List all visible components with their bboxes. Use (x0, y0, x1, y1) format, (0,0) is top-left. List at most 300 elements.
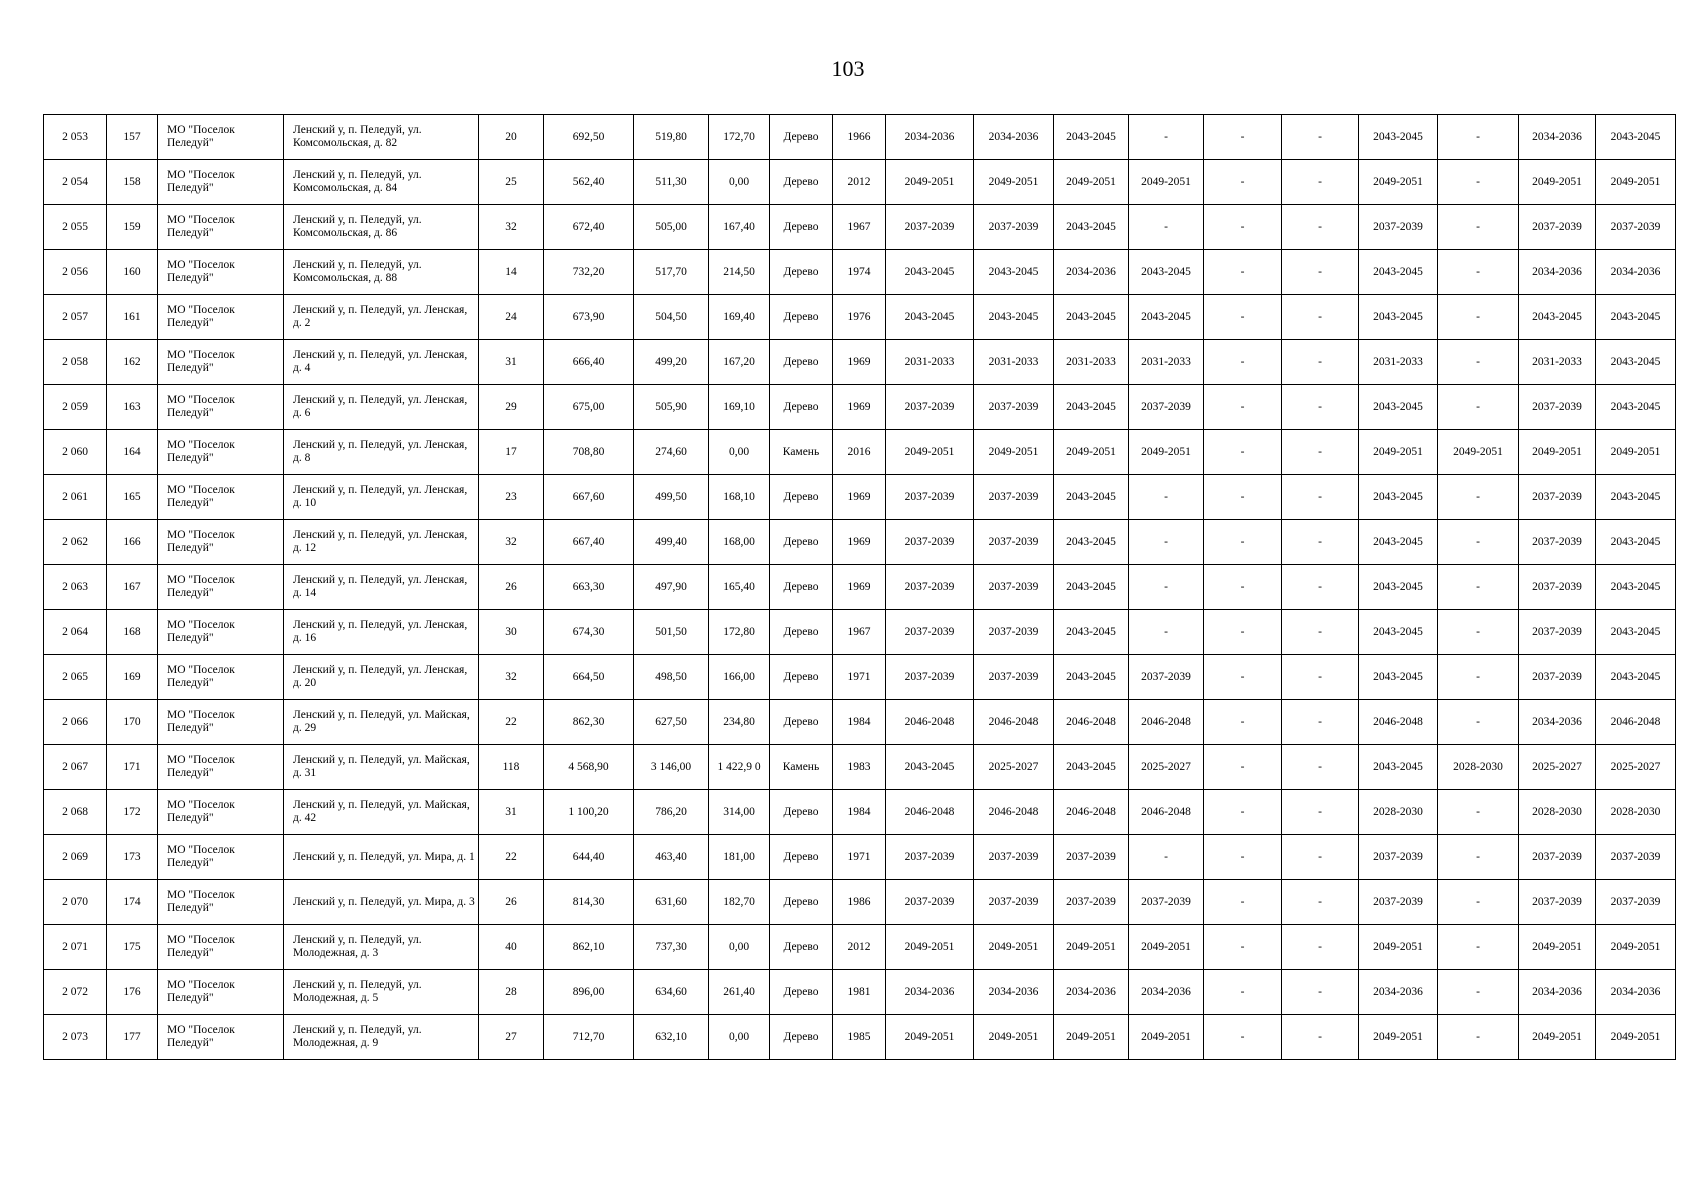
area-extra-cell: 1 422,9 0 (709, 745, 770, 790)
page-number: 103 (831, 56, 865, 81)
period-cell: - (1282, 745, 1359, 790)
total-area-cell: 672,40 (544, 205, 634, 250)
area-cell: 497,90 (634, 565, 709, 610)
index-cell: 165 (107, 475, 158, 520)
period-cell: - (1204, 700, 1282, 745)
period-cell: 2037-2039 (1519, 520, 1596, 565)
area-cell: 737,30 (634, 925, 709, 970)
period-cell: 2034-2036 (974, 115, 1054, 160)
wall-material-cell: Дерево (770, 970, 833, 1015)
period-cell: 2046-2048 (974, 700, 1054, 745)
period-cell: 2049-2051 (1519, 430, 1596, 475)
period-cell: - (1204, 520, 1282, 565)
period-cell: 2043-2045 (1519, 295, 1596, 340)
area-extra-cell: 261,40 (709, 970, 770, 1015)
period-cell: 2034-2036 (1359, 970, 1438, 1015)
year-built-cell: 1969 (833, 475, 886, 520)
table-row (44, 340, 1676, 385)
table-row (44, 790, 1676, 835)
period-cell: 2037-2039 (886, 385, 974, 430)
table-row (44, 925, 1676, 970)
period-cell: 2049-2051 (974, 430, 1054, 475)
period-cell: 2049-2051 (1359, 1015, 1438, 1060)
record-number-cell: 2 055 (44, 205, 107, 250)
period-cell: 2049-2051 (1054, 430, 1129, 475)
address-cell: Ленский у, п. Пеледуй, ул. Мира, д. 3 (284, 880, 479, 925)
address-cell: Ленский у, п. Пеледуй, ул. Майская, д. 42 (284, 790, 479, 835)
area-extra-cell: 0,00 (709, 160, 770, 205)
period-cell: 2037-2039 (974, 385, 1054, 430)
period-cell: 2049-2051 (974, 1015, 1054, 1060)
period-cell: - (1438, 160, 1519, 205)
wall-material-cell: Дерево (770, 925, 833, 970)
period-cell: 2037-2039 (1519, 610, 1596, 655)
area-cell: 499,20 (634, 340, 709, 385)
period-cell: - (1204, 745, 1282, 790)
period-cell: 2028-2030 (1519, 790, 1596, 835)
period-cell: 2043-2045 (1054, 520, 1129, 565)
year-built-cell: 1974 (833, 250, 886, 295)
period-cell: 2025-2027 (1129, 745, 1204, 790)
record-number-cell: 2 067 (44, 745, 107, 790)
period-cell: 2031-2033 (1129, 340, 1204, 385)
index-cell: 176 (107, 970, 158, 1015)
index-cell: 160 (107, 250, 158, 295)
wall-material-cell: Дерево (770, 385, 833, 430)
area-cell: 634,60 (634, 970, 709, 1015)
count-cell: 14 (479, 250, 544, 295)
record-number-cell: 2 062 (44, 520, 107, 565)
table-row (44, 700, 1676, 745)
period-cell: - (1438, 925, 1519, 970)
period-cell: 2049-2051 (1054, 925, 1129, 970)
table-row (44, 655, 1676, 700)
wall-material-cell: Дерево (770, 655, 833, 700)
index-cell: 163 (107, 385, 158, 430)
index-cell: 166 (107, 520, 158, 565)
period-cell: - (1282, 385, 1359, 430)
period-cell: - (1204, 250, 1282, 295)
total-area-cell: 1 100,20 (544, 790, 634, 835)
period-cell: - (1129, 565, 1204, 610)
record-number-cell: 2 072 (44, 970, 107, 1015)
area-cell: 499,50 (634, 475, 709, 520)
period-cell: - (1438, 565, 1519, 610)
period-cell: - (1282, 520, 1359, 565)
period-cell: 2049-2051 (1596, 160, 1676, 205)
period-cell: 2037-2039 (1519, 565, 1596, 610)
year-built-cell: 1983 (833, 745, 886, 790)
table-row (44, 385, 1676, 430)
period-cell: - (1204, 610, 1282, 655)
period-cell: - (1204, 835, 1282, 880)
period-cell: 2043-2045 (974, 295, 1054, 340)
record-number-cell: 2 056 (44, 250, 107, 295)
period-cell: 2049-2051 (1129, 160, 1204, 205)
index-cell: 173 (107, 835, 158, 880)
area-cell: 505,00 (634, 205, 709, 250)
wall-material-cell: Дерево (770, 160, 833, 205)
area-cell: 631,60 (634, 880, 709, 925)
period-cell: 2043-2045 (1359, 520, 1438, 565)
area-extra-cell: 172,70 (709, 115, 770, 160)
period-cell: - (1438, 520, 1519, 565)
total-area-cell: 712,70 (544, 1015, 634, 1060)
index-cell: 157 (107, 115, 158, 160)
period-cell: 2025-2027 (974, 745, 1054, 790)
period-cell: 2049-2051 (886, 1015, 974, 1060)
period-cell: 2031-2033 (1359, 340, 1438, 385)
municipality-cell: МО "Поселок Пеледуй" (158, 610, 284, 655)
period-cell: 2043-2045 (1359, 565, 1438, 610)
period-cell: 2043-2045 (974, 250, 1054, 295)
period-cell: - (1129, 205, 1204, 250)
record-number-cell: 2 064 (44, 610, 107, 655)
total-area-cell: 562,40 (544, 160, 634, 205)
year-built-cell: 1986 (833, 880, 886, 925)
period-cell: - (1282, 430, 1359, 475)
period-cell: - (1204, 340, 1282, 385)
area-extra-cell: 182,70 (709, 880, 770, 925)
wall-material-cell: Дерево (770, 520, 833, 565)
year-built-cell: 1971 (833, 835, 886, 880)
period-cell: 2037-2039 (1359, 835, 1438, 880)
period-cell: 2049-2051 (1596, 925, 1676, 970)
total-area-cell: 664,50 (544, 655, 634, 700)
period-cell: - (1282, 1015, 1359, 1060)
period-cell: 2049-2051 (1519, 160, 1596, 205)
period-cell: 2037-2039 (1519, 835, 1596, 880)
total-area-cell: 4 568,90 (544, 745, 634, 790)
period-cell: - (1438, 115, 1519, 160)
area-cell: 463,40 (634, 835, 709, 880)
address-cell: Ленский у, п. Пеледуй, ул. Ленская, д. 6 (284, 385, 479, 430)
period-cell: 2037-2039 (1519, 655, 1596, 700)
area-cell: 519,80 (634, 115, 709, 160)
address-cell: Ленский у, п. Пеледуй, ул. Молодежная, д. 3 (284, 925, 479, 970)
period-cell: 2037-2039 (974, 835, 1054, 880)
period-cell: 2031-2033 (886, 340, 974, 385)
period-cell: 2034-2036 (886, 970, 974, 1015)
period-cell: 2043-2045 (1359, 655, 1438, 700)
record-number-cell: 2 069 (44, 835, 107, 880)
period-cell: 2034-2036 (1519, 700, 1596, 745)
period-cell: 2043-2045 (886, 250, 974, 295)
count-cell: 31 (479, 340, 544, 385)
count-cell: 25 (479, 160, 544, 205)
period-cell: 2037-2039 (1054, 835, 1129, 880)
period-cell: 2043-2045 (1596, 385, 1676, 430)
period-cell: - (1438, 475, 1519, 520)
period-cell: 2037-2039 (1519, 475, 1596, 520)
index-cell: 175 (107, 925, 158, 970)
period-cell: 2037-2039 (886, 655, 974, 700)
address-cell: Ленский у, п. Пеледуй, ул. Комсомольская, д. 82 (284, 115, 479, 160)
period-cell: 2034-2036 (1519, 970, 1596, 1015)
record-number-cell: 2 073 (44, 1015, 107, 1060)
index-cell: 170 (107, 700, 158, 745)
municipality-cell: МО "Поселок Пеледуй" (158, 565, 284, 610)
area-extra-cell: 167,40 (709, 205, 770, 250)
area-cell: 517,70 (634, 250, 709, 295)
record-number-cell: 2 061 (44, 475, 107, 520)
period-cell: 2034-2036 (1596, 970, 1676, 1015)
period-cell: 2034-2036 (1054, 250, 1129, 295)
period-cell: 2037-2039 (974, 475, 1054, 520)
period-cell: 2043-2045 (1596, 295, 1676, 340)
count-cell: 29 (479, 385, 544, 430)
period-cell: 2049-2051 (1359, 430, 1438, 475)
period-cell: - (1282, 205, 1359, 250)
year-built-cell: 2012 (833, 925, 886, 970)
total-area-cell: 666,40 (544, 340, 634, 385)
table-row (44, 430, 1676, 475)
area-extra-cell: 172,80 (709, 610, 770, 655)
count-cell: 17 (479, 430, 544, 475)
period-cell: 2043-2045 (1054, 655, 1129, 700)
year-built-cell: 1969 (833, 385, 886, 430)
municipality-cell: МО "Поселок Пеледуй" (158, 790, 284, 835)
period-cell: 2037-2039 (886, 880, 974, 925)
period-cell: 2049-2051 (1359, 160, 1438, 205)
table-row (44, 745, 1676, 790)
period-cell: 2037-2039 (886, 475, 974, 520)
period-cell: 2043-2045 (886, 295, 974, 340)
period-cell: - (1282, 295, 1359, 340)
index-cell: 159 (107, 205, 158, 250)
address-cell: Ленский у, п. Пеледуй, ул. Молодежная, д. 9 (284, 1015, 479, 1060)
period-cell: - (1204, 430, 1282, 475)
period-cell: 2037-2039 (1054, 880, 1129, 925)
wall-material-cell: Дерево (770, 475, 833, 520)
count-cell: 26 (479, 880, 544, 925)
period-cell: 2043-2045 (1359, 385, 1438, 430)
total-area-cell: 896,00 (544, 970, 634, 1015)
period-cell: - (1438, 655, 1519, 700)
count-cell: 30 (479, 610, 544, 655)
area-extra-cell: 165,40 (709, 565, 770, 610)
count-cell: 22 (479, 835, 544, 880)
address-cell: Ленский у, п. Пеледуй, ул. Комсомольская, д. 84 (284, 160, 479, 205)
year-built-cell: 1984 (833, 790, 886, 835)
period-cell: 2043-2045 (1596, 520, 1676, 565)
municipality-cell: МО "Поселок Пеледуй" (158, 700, 284, 745)
address-cell: Ленский у, п. Пеледуй, ул. Ленская, д. 14 (284, 565, 479, 610)
wall-material-cell: Дерево (770, 250, 833, 295)
area-extra-cell: 169,40 (709, 295, 770, 340)
period-cell: 2043-2045 (1054, 610, 1129, 655)
municipality-cell: МО "Поселок Пеледуй" (158, 520, 284, 565)
period-cell: 2049-2051 (974, 160, 1054, 205)
period-cell: 2043-2045 (1359, 610, 1438, 655)
wall-material-cell: Камень (770, 430, 833, 475)
period-cell: 2025-2027 (1519, 745, 1596, 790)
area-extra-cell: 214,50 (709, 250, 770, 295)
period-cell: - (1204, 205, 1282, 250)
record-number-cell: 2 068 (44, 790, 107, 835)
area-cell: 627,50 (634, 700, 709, 745)
period-cell: 2034-2036 (1129, 970, 1204, 1015)
address-cell: Ленский у, п. Пеледуй, ул. Комсомольская, д. 88 (284, 250, 479, 295)
total-area-cell: 663,30 (544, 565, 634, 610)
period-cell: 2037-2039 (886, 205, 974, 250)
period-cell: 2043-2045 (1596, 340, 1676, 385)
period-cell: 2043-2045 (1359, 475, 1438, 520)
table-row (44, 295, 1676, 340)
period-cell: 2046-2048 (1129, 700, 1204, 745)
period-cell: 2046-2048 (1054, 790, 1129, 835)
area-extra-cell: 314,00 (709, 790, 770, 835)
year-built-cell: 1967 (833, 610, 886, 655)
period-cell: 2043-2045 (1054, 745, 1129, 790)
period-cell: 2037-2039 (886, 520, 974, 565)
area-extra-cell: 166,00 (709, 655, 770, 700)
period-cell: 2037-2039 (1519, 385, 1596, 430)
period-cell: 2049-2051 (1519, 925, 1596, 970)
period-cell: 2037-2039 (886, 610, 974, 655)
period-cell: 2043-2045 (886, 745, 974, 790)
wall-material-cell: Дерево (770, 295, 833, 340)
period-cell: 2037-2039 (886, 565, 974, 610)
count-cell: 24 (479, 295, 544, 340)
record-number-cell: 2 063 (44, 565, 107, 610)
period-cell: 2043-2045 (1359, 295, 1438, 340)
table-row (44, 565, 1676, 610)
period-cell: - (1204, 475, 1282, 520)
period-cell: 2028-2030 (1596, 790, 1676, 835)
municipality-cell: МО "Поселок Пеледуй" (158, 475, 284, 520)
address-cell: Ленский у, п. Пеледуй, ул. Ленская, д. 4 (284, 340, 479, 385)
table-row (44, 250, 1676, 295)
period-cell: 2034-2036 (886, 115, 974, 160)
period-cell: 2046-2048 (886, 790, 974, 835)
area-extra-cell: 169,10 (709, 385, 770, 430)
record-number-cell: 2 053 (44, 115, 107, 160)
period-cell: 2031-2033 (1519, 340, 1596, 385)
period-cell: 2028-2030 (1359, 790, 1438, 835)
area-cell: 499,40 (634, 520, 709, 565)
period-cell: - (1204, 385, 1282, 430)
index-cell: 169 (107, 655, 158, 700)
address-cell: Ленский у, п. Пеледуй, ул. Майская, д. 29 (284, 700, 479, 745)
period-cell: 2043-2045 (1054, 295, 1129, 340)
period-cell: 2034-2036 (1519, 115, 1596, 160)
period-cell: - (1204, 880, 1282, 925)
period-cell: 2049-2051 (886, 925, 974, 970)
area-extra-cell: 181,00 (709, 835, 770, 880)
index-cell: 177 (107, 1015, 158, 1060)
period-cell: 2049-2051 (1519, 1015, 1596, 1060)
record-number-cell: 2 065 (44, 655, 107, 700)
period-cell: 2049-2051 (886, 430, 974, 475)
address-cell: Ленский у, п. Пеледуй, ул. Ленская, д. 16 (284, 610, 479, 655)
area-extra-cell: 167,20 (709, 340, 770, 385)
count-cell: 32 (479, 205, 544, 250)
address-cell: Ленский у, п. Пеледуй, ул. Майская, д. 31 (284, 745, 479, 790)
period-cell: - (1438, 205, 1519, 250)
index-cell: 167 (107, 565, 158, 610)
period-cell: 2034-2036 (1054, 970, 1129, 1015)
year-built-cell: 1969 (833, 520, 886, 565)
total-area-cell: 667,40 (544, 520, 634, 565)
municipality-cell: МО "Поселок Пеледуй" (158, 160, 284, 205)
table-row (44, 475, 1676, 520)
address-cell: Ленский у, п. Пеледуй, ул. Комсомольская, д. 86 (284, 205, 479, 250)
municipality-cell: МО "Поселок Пеледуй" (158, 430, 284, 475)
address-cell: Ленский у, п. Пеледуй, ул. Мира, д. 1 (284, 835, 479, 880)
record-number-cell: 2 057 (44, 295, 107, 340)
period-cell: - (1204, 925, 1282, 970)
area-cell: 504,50 (634, 295, 709, 340)
period-cell: - (1204, 295, 1282, 340)
municipality-cell: МО "Поселок Пеледуй" (158, 1015, 284, 1060)
period-cell: 2034-2036 (1519, 250, 1596, 295)
period-cell: - (1438, 295, 1519, 340)
address-cell: Ленский у, п. Пеледуй, ул. Ленская, д. 10 (284, 475, 479, 520)
period-cell: 2031-2033 (974, 340, 1054, 385)
year-built-cell: 1981 (833, 970, 886, 1015)
period-cell: 2043-2045 (1129, 295, 1204, 340)
period-cell: 2037-2039 (1359, 205, 1438, 250)
period-cell: 2049-2051 (1596, 1015, 1676, 1060)
municipality-cell: МО "Поселок Пеледуй" (158, 745, 284, 790)
address-cell: Ленский у, п. Пеледуй, ул. Ленская, д. 12 (284, 520, 479, 565)
period-cell: 2049-2051 (1129, 1015, 1204, 1060)
period-cell: 2028-2030 (1438, 745, 1519, 790)
address-cell: Ленский у, п. Пеледуй, ул. Ленская, д. 20 (284, 655, 479, 700)
period-cell: - (1282, 340, 1359, 385)
period-cell: 2046-2048 (974, 790, 1054, 835)
period-cell: - (1282, 925, 1359, 970)
wall-material-cell: Дерево (770, 205, 833, 250)
year-built-cell: 1966 (833, 115, 886, 160)
record-number-cell: 2 071 (44, 925, 107, 970)
year-built-cell: 1967 (833, 205, 886, 250)
period-cell: 2043-2045 (1596, 655, 1676, 700)
period-cell: - (1438, 700, 1519, 745)
period-cell: 2037-2039 (974, 655, 1054, 700)
total-area-cell: 732,20 (544, 250, 634, 295)
count-cell: 31 (479, 790, 544, 835)
period-cell: 2025-2027 (1596, 745, 1676, 790)
period-cell: 2034-2036 (974, 970, 1054, 1015)
area-cell: 786,20 (634, 790, 709, 835)
area-cell: 3 146,00 (634, 745, 709, 790)
count-cell: 32 (479, 520, 544, 565)
period-cell: - (1282, 700, 1359, 745)
period-cell: 2043-2045 (1054, 205, 1129, 250)
period-cell: 2037-2039 (886, 835, 974, 880)
year-built-cell: 1985 (833, 1015, 886, 1060)
period-cell: 2043-2045 (1129, 250, 1204, 295)
period-cell: 2043-2045 (1596, 115, 1676, 160)
period-cell: 2046-2048 (1054, 700, 1129, 745)
record-number-cell: 2 060 (44, 430, 107, 475)
period-cell: - (1438, 790, 1519, 835)
index-cell: 161 (107, 295, 158, 340)
period-cell: - (1282, 655, 1359, 700)
period-cell: 2031-2033 (1054, 340, 1129, 385)
count-cell: 28 (479, 970, 544, 1015)
index-cell: 174 (107, 880, 158, 925)
municipality-cell: МО "Поселок Пеледуй" (158, 115, 284, 160)
wall-material-cell: Камень (770, 745, 833, 790)
period-cell: 2043-2045 (1359, 745, 1438, 790)
year-built-cell: 1969 (833, 340, 886, 385)
wall-material-cell: Дерево (770, 610, 833, 655)
wall-material-cell: Дерево (770, 565, 833, 610)
count-cell: 27 (479, 1015, 544, 1060)
